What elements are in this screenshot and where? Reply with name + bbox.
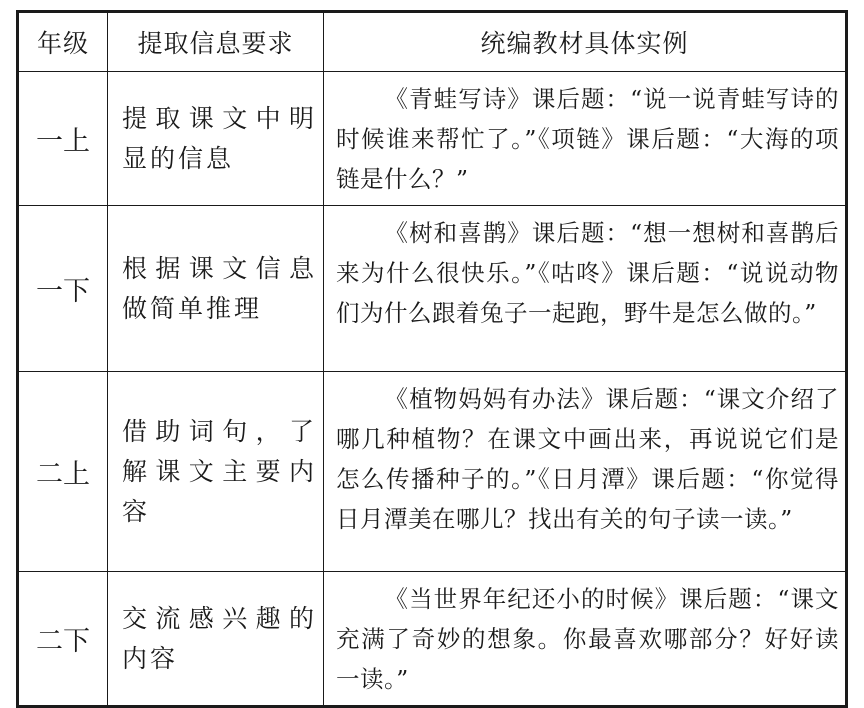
example-cell (324, 572, 847, 707)
requirement-cell: 根据课文信息做简单推理 (108, 206, 324, 372)
example-text: 《青蛙写诗》课后题：“说一说青蛙写诗的时候谁来帮忙了。”《项链》课后题：“大海的项链是什么？” (336, 85, 839, 193)
textbook-examples-table (16, 10, 848, 708)
header-grade: 年级 (18, 12, 108, 72)
example-cell (324, 72, 847, 206)
grade-cell: 一上 (18, 72, 108, 206)
requirement-cell: 提取课文中明显的信息 (108, 72, 324, 206)
grade-cell: 一下 (18, 206, 108, 372)
table-header-row (18, 12, 847, 72)
header-example: 统编教材具体实例 (324, 12, 847, 72)
table-row (18, 72, 847, 206)
requirement-cell: 交流感兴趣的内容 (108, 572, 324, 707)
example-text: 《树和喜鹊》课后题：“想一想树和喜鹊后来为什么很快乐。”《咕咚》课后题：“说说动物们为什么跟着兔子一起跑，野牛是怎么做的。” (336, 219, 839, 327)
header-requirement: 提取信息要求 (108, 12, 324, 72)
requirement-cell: 借助词句，了解课文主要内容 (108, 372, 324, 572)
example-cell (324, 372, 847, 572)
table-row (18, 372, 847, 572)
example-text: 《植物妈妈有办法》课后题：“课文介绍了哪几种植物？在课文中画出来，再说说它们是怎么传播种子的。”《日月潭》课后题：“你觉得日月潭美在哪儿？找出有关的句子读一读。” (336, 385, 839, 533)
example-text: 《当世界年纪还小的时候》课后题：“课文充满了奇妙的想象。你最喜欢哪部分？好好读一读。” (336, 585, 839, 693)
table-row (18, 572, 847, 707)
example-cell (324, 206, 847, 372)
table-row (18, 206, 847, 372)
grade-cell: 二上 (18, 372, 108, 572)
grade-cell: 二下 (18, 572, 108, 707)
